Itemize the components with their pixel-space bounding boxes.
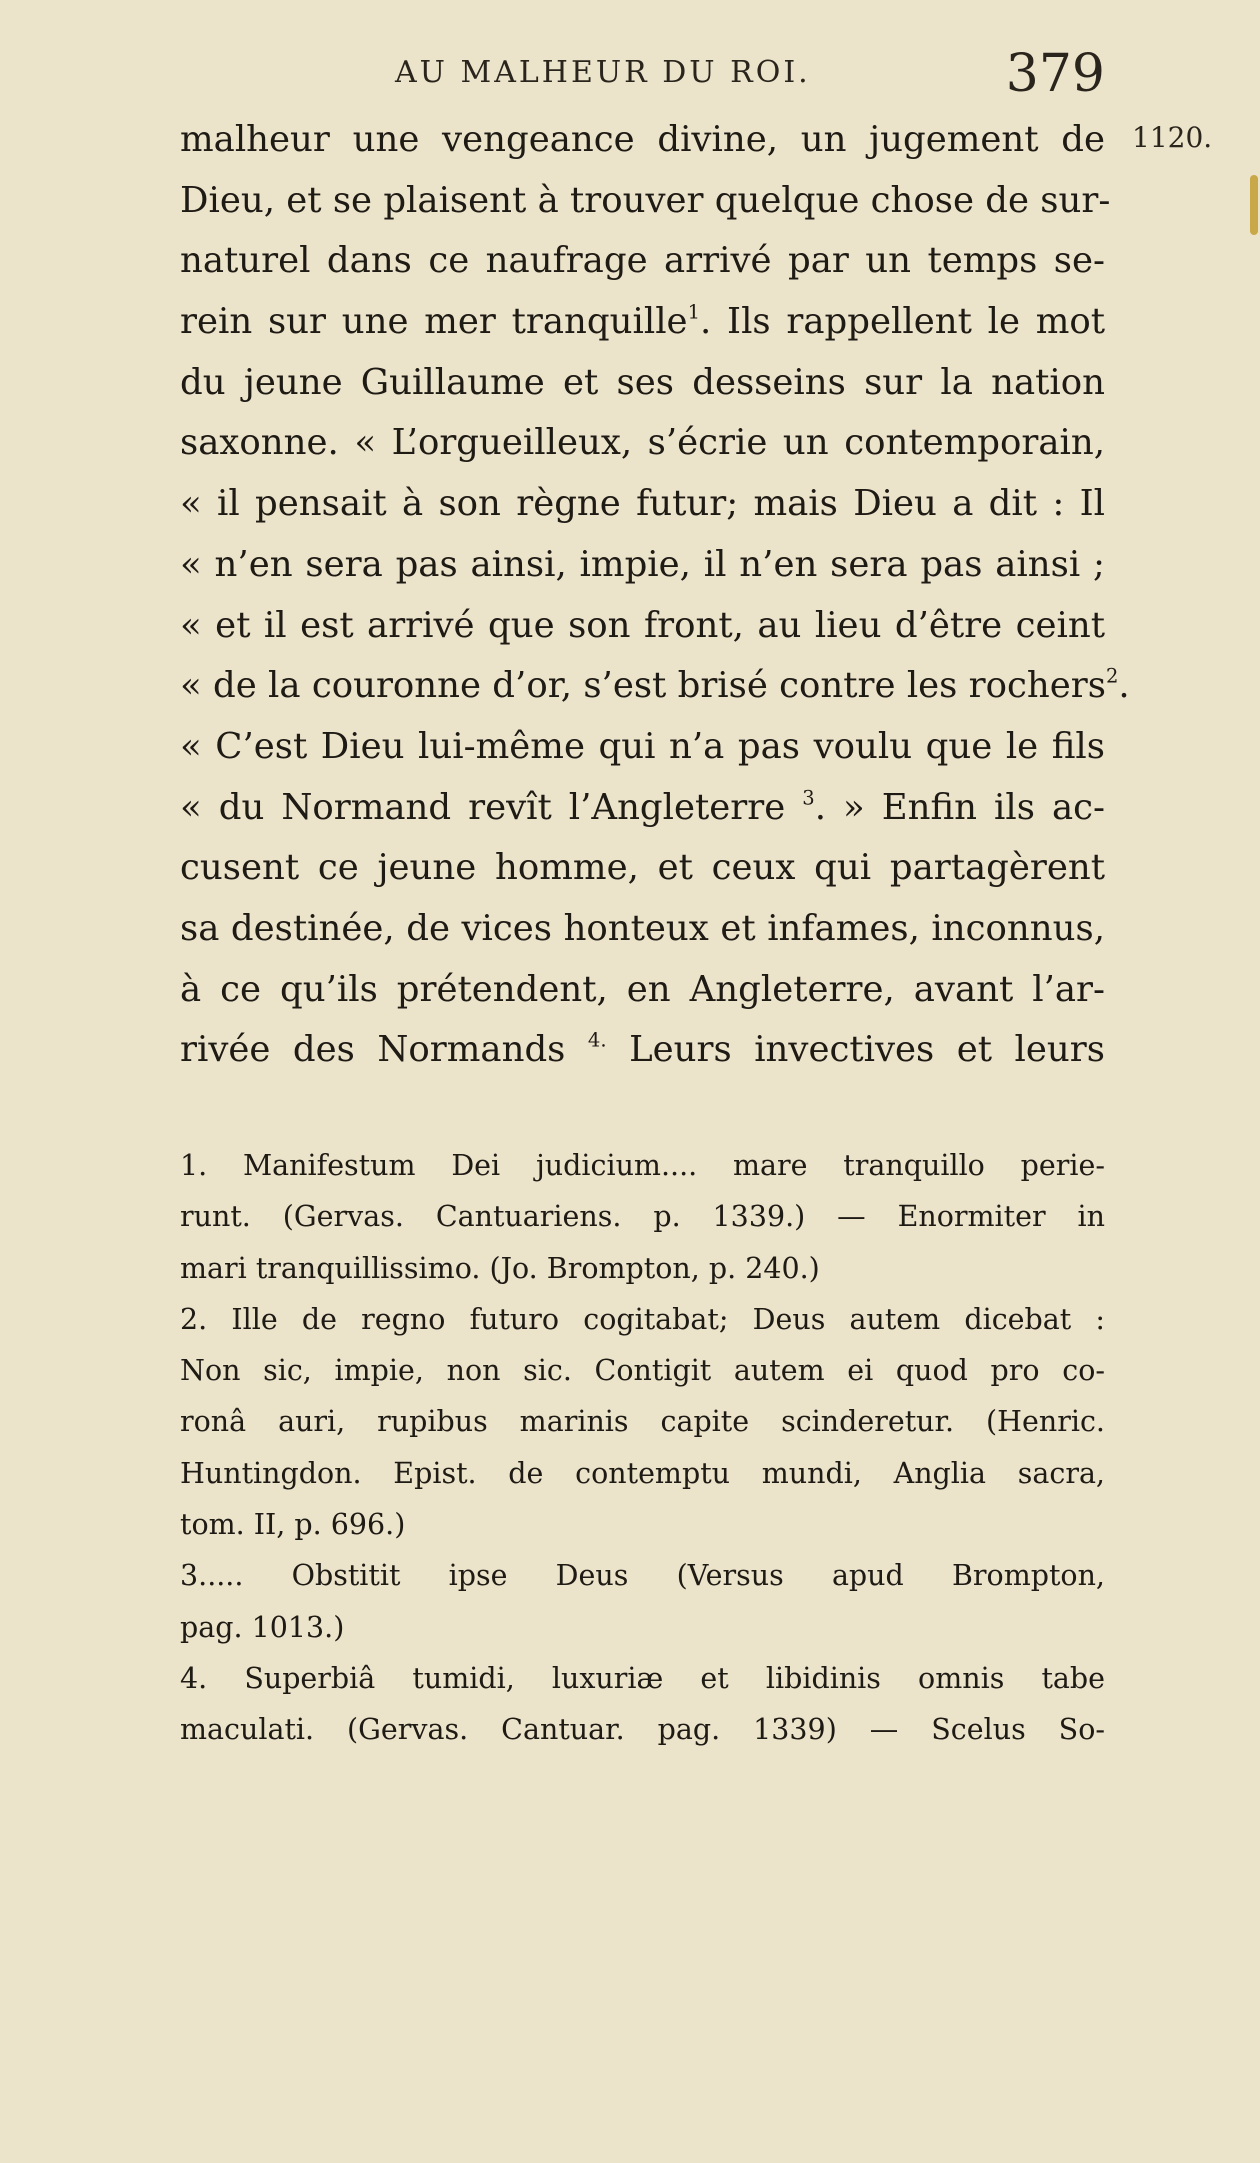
text-fragment: . Ils rappellent le mot — [700, 301, 1106, 343]
text-line: naturel dans ce naufrage arrivé par un temps se- — [180, 240, 1105, 282]
text-line: malheur une vengeance divine, un jugement de — [180, 119, 1105, 160]
text-line: saxonne. « L’orgueilleux, s’écrie un contemporain, — [180, 422, 1105, 464]
footnote-line: 3..... Obstitit ipse Deus (Versus apud Brompton, — [180, 1559, 1105, 1593]
text-fragment: rein sur une mer tranquille — [180, 301, 688, 343]
text-line: du jeune Guillaume et ses desseins sur la nation — [180, 361, 1105, 403]
margin-year-note: 1120. — [1132, 121, 1213, 154]
text-line: sa destinée, de vices honteux et infames, inconnus, — [180, 907, 1105, 949]
footnote-line: pag. 1013.) — [180, 1610, 345, 1644]
text-line — [180, 778, 1105, 839]
text-fragment: « du Normand revît l’Angleterre — [180, 786, 786, 828]
footnote-line: 2. Ille de regno futuro cogitabat; Deus autem dicebat : — [180, 1302, 1105, 1336]
text-line: cusent ce jeune homme, et ceux qui partagèrent — [180, 847, 1105, 889]
footnote-ref-3[interactable]: 3 — [802, 785, 815, 809]
text-fragment: rivée des Normands — [180, 1029, 566, 1071]
footnote-line: Non sic, impie, non sic. Contigit autem ei quod pro co- — [180, 1354, 1105, 1388]
footnote-line: runt. (Gervas. Cantuariens. p. 1339.) — Enormiter in — [180, 1200, 1105, 1234]
footnote-line: mari tranquillissimo. (Jo. Brompton, p. 240.) — [180, 1251, 820, 1285]
footnotes — [180, 1140, 1105, 1756]
footnote-line: maculati. (Gervas. Cantuar. pag. 1339) — Scelus So- — [180, 1713, 1105, 1747]
footnote-line: ronâ auri, rupibus marinis capite scinderetur. (Henric. — [180, 1405, 1105, 1439]
text-line — [180, 1020, 1105, 1081]
text-fragment: « de la couronne d’or, s’est brisé contre les rochers — [180, 665, 1106, 707]
footnote-ref-4[interactable]: 4. — [587, 1028, 607, 1052]
footnote-ref-2[interactable]: 2 — [1105, 664, 1119, 688]
text-line: à ce qu’ils prétendent, en Angleterre, avant l’ar- — [180, 968, 1105, 1010]
text-line: « n’en sera pas ainsi, impie, il n’en sera pas ainsi ; — [180, 543, 1105, 585]
text-fragment: . » Enfin ils ac- — [814, 786, 1105, 828]
footnote-ref-1[interactable]: 1 — [687, 300, 700, 324]
text-fragment: . — [1118, 665, 1130, 707]
main-text — [180, 110, 1130, 1081]
footnote-line: tom. II, p. 696.) — [180, 1508, 406, 1542]
page-number: 379 — [1005, 44, 1105, 104]
text-line: « et il est arrivé que son front, au lieu d’être ceint — [180, 604, 1105, 646]
text-line — [180, 656, 1130, 717]
text-line: « C’est Dieu lui-même qui n’a pas voulu que le fils — [180, 725, 1105, 767]
text-fragment: Leurs invectives et leurs — [629, 1029, 1105, 1071]
text-line: « il pensait à son règne futur; mais Dieu a dit : Il — [180, 483, 1105, 525]
text-line: Dieu, et se plaisent à trouver quelque chose de sur- — [180, 179, 1111, 221]
footnote-line: 4. Superbiâ tumidi, luxuriæ et libidinis omnis tabe — [180, 1661, 1105, 1695]
page-edge-stain — [1250, 175, 1258, 235]
footnote-line: 1. Manifestum Dei judicium.... mare tranquillo perie- — [180, 1149, 1105, 1182]
text-line — [180, 292, 1105, 353]
running-title: AU MALHEUR DU ROI. — [395, 55, 811, 90]
footnote-line: Huntingdon. Epist. de contemptu mundi, Anglia sacra, — [180, 1456, 1105, 1490]
